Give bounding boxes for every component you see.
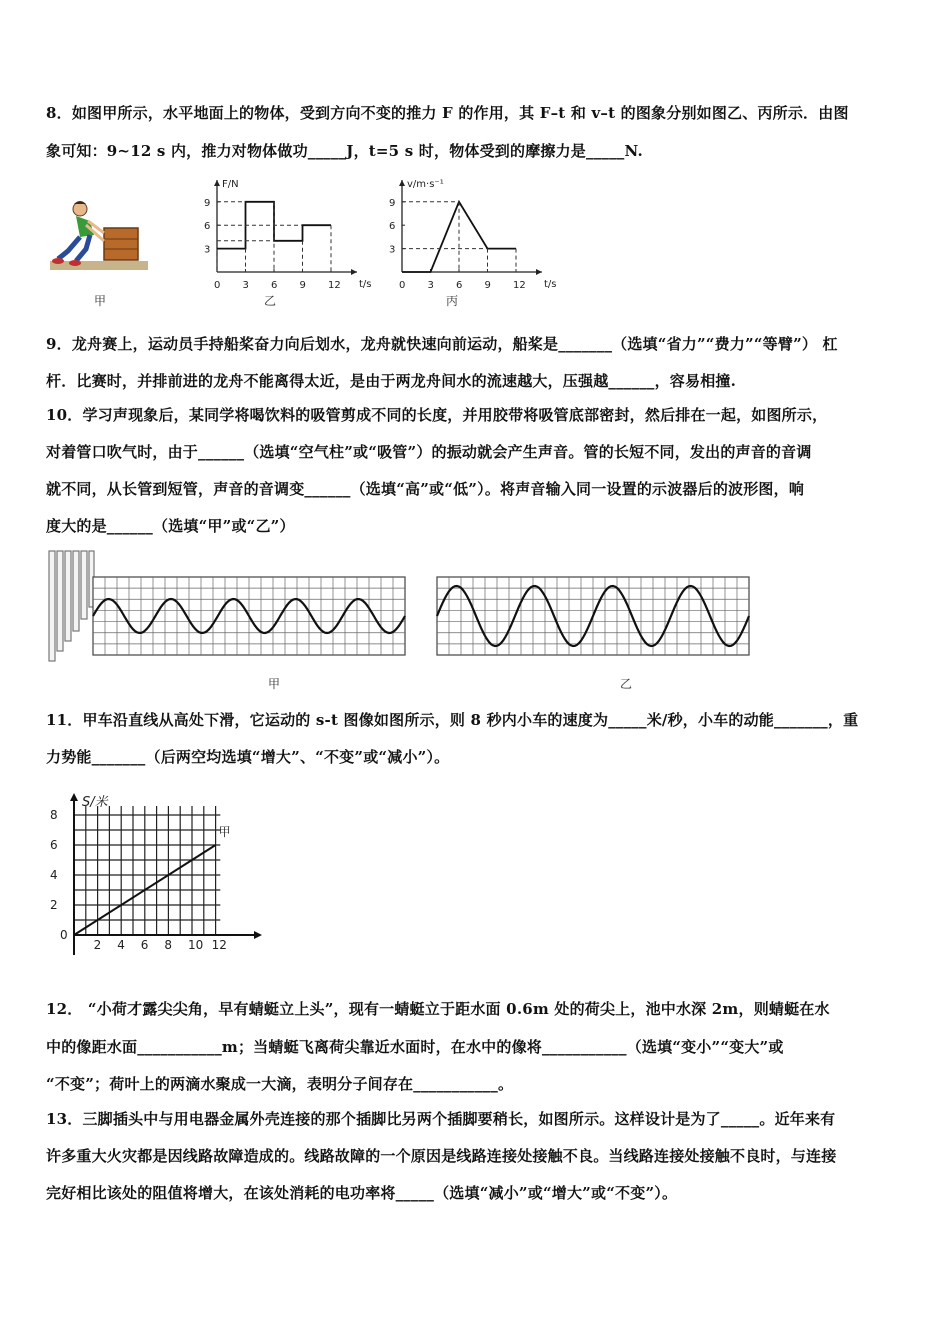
q11-line-1: 11．甲车沿直线从高处下滑，它运动的 s-t 图像如图所示，则 8 秒内小车的速度为_____米/秒，小车的动能_______，重 — [46, 711, 859, 729]
ft-x-tick-label: 6 — [271, 280, 278, 291]
displacement-time-chart — [40, 790, 270, 960]
q10-line-3: 就不同，从长管到短管，声音的音调变______（选填“高”或“低”）。将声音输入同一设置的示波器后的波形图，响 — [46, 480, 805, 498]
waveform-caption-jia: 甲 — [268, 677, 281, 691]
st-y-arrow — [70, 793, 78, 801]
waveform-yi — [436, 576, 751, 658]
vt-x-arrow — [536, 269, 542, 275]
vt-x-tick-label: 0 — [399, 280, 406, 291]
q10-line-2: 对着管口吹气时，由于______（选填“空气柱”或“吸管”）的振动就会产生声音。管的长短不同，发出的声音的音调 — [46, 443, 812, 461]
velocity-time-chart — [380, 172, 560, 297]
q10-line-4: 度大的是______（选填“甲”或“乙”） — [46, 517, 295, 535]
st-x-tick-label: 2 — [93, 938, 102, 952]
figure-caption-bing: 丙 — [446, 294, 459, 308]
waveform-jia — [92, 576, 407, 658]
figure-caption-yi: 乙 — [264, 294, 277, 308]
st-x-tick-label: 4 — [117, 938, 125, 952]
q12-line-1: 12． “小荷才露尖尖角，早有蜻蜓立上头”，现有一蜻蜓立于距水面 0.6m 处的荷尖上，池中水深 2m，则蜻蜓在水 — [46, 1000, 830, 1018]
st-y-tick-label: 2 — [50, 898, 58, 912]
vt-y-tick-label: 9 — [389, 197, 396, 209]
st-y-tick-label: 6 — [50, 838, 58, 852]
vt-x-tick-label: 6 — [456, 280, 463, 291]
ft-x-tick-label: 9 — [299, 280, 306, 291]
ft-x-tick-label: 3 — [242, 280, 249, 291]
st-y-tick-label: 4 — [50, 868, 58, 882]
wooden-box — [104, 228, 138, 260]
ft-x-tick-label: 12 — [328, 280, 341, 291]
ft-x-tick-label: 0 — [214, 280, 221, 291]
figure-caption-jia: 甲 — [94, 294, 107, 308]
ft-x-label: t/s — [359, 279, 372, 290]
vt-y-arrow — [399, 180, 405, 186]
st-x-tick-label: 12 — [211, 938, 227, 952]
vt-x-tick-label: 3 — [427, 280, 434, 291]
st-x-tick-label: 10 — [188, 938, 204, 952]
person-pushing-box-illustration — [46, 195, 151, 275]
q13-line-2: 许多重大火灾都是因线路故障造成的。线路故障的一个原因是线路连接处接触不良。当线路连接处接触不良时，与连接 — [46, 1147, 837, 1165]
q9-line-1: 9．龙舟赛上，运动员手持船桨奋力向后划水，龙舟就快速向前运动，船桨是_______（选填“省力”“费力”“等臂”） 杠 — [46, 335, 838, 353]
q11-line-2: 力势能_______（后两空均选填“增大”、“不变”或“减小”）。 — [46, 748, 450, 766]
vt-y-tick-label: 3 — [389, 244, 396, 256]
person-head — [73, 202, 87, 216]
person-shirt — [76, 216, 94, 237]
q13-line-1: 13．三脚插头中与用电器金属外壳连接的那个插脚比另两个插脚要稍长，如图所示。这样设计是为了_____。近年来有 — [46, 1110, 836, 1128]
st-y-label: S/米 — [82, 795, 108, 810]
vt-y-label: v/m·s⁻¹ — [407, 179, 444, 190]
st-y-tick-label: 0 — [60, 928, 68, 942]
q12-line-3: “不变”；荷叶上的两滴水聚成一大滴，表明分子间存在___________。 — [46, 1075, 514, 1093]
vt-y-tick-label: 6 — [389, 221, 396, 233]
st-x-tick-label: 6 — [140, 938, 149, 952]
q8-line-1: 8．如图甲所示，水平地面上的物体，受到方向不变的推力 F 的作用，其 F–t 和 v–t 的图象分别如图乙、丙所示．由图 — [46, 104, 849, 122]
st-x-arrow — [254, 931, 262, 939]
waveform-caption-yi: 乙 — [620, 677, 633, 691]
ft-y-tick-label: 3 — [204, 244, 211, 256]
st-y-tick-label: 8 — [50, 808, 58, 822]
q10-line-1: 10．学习声现象后，某同学将喝饮料的吸管剪成不同的长度，并用胶带将吸管底部密封，然后排在一起，如图所示， — [46, 406, 828, 424]
ft-y-tick-label: 9 — [204, 197, 211, 209]
straws-illustration — [46, 548, 96, 663]
ft-y-arrow — [214, 180, 220, 186]
q8-line-2: 象可知：9~12 s 内，推力对物体做功_____J，t=5 s 时，物体受到的摩擦力是_____N. — [46, 142, 643, 160]
q9-line-2: 杆．比赛时，并排前进的龙舟不能离得太近，是由于两龙舟间水的流速越大，压强越______，容易相撞. — [46, 372, 737, 390]
q12-line-2: 中的像距水面___________m；当蜻蜓飞离荷尖靠近水面时，在水中的像将___________（选填“变小”“变大”或 — [46, 1038, 784, 1056]
st-x-tick-label: 8 — [164, 938, 173, 952]
vt-x-label: t/s — [544, 279, 557, 290]
vt-x-tick-label: 12 — [513, 280, 526, 291]
ft-y-tick-label: 6 — [204, 221, 211, 233]
vt-x-tick-label: 9 — [484, 280, 491, 291]
q13-line-3: 完好相比该处的阻值将增大，在该处消耗的电功率将_____（选填“减小”或“增大”或“不变”）。 — [46, 1184, 678, 1202]
ft-x-arrow — [351, 269, 357, 275]
ground — [50, 261, 148, 270]
force-time-chart — [195, 172, 380, 297]
ft-y-label: F/N — [222, 179, 239, 190]
st-series-label: 甲 — [218, 825, 231, 839]
